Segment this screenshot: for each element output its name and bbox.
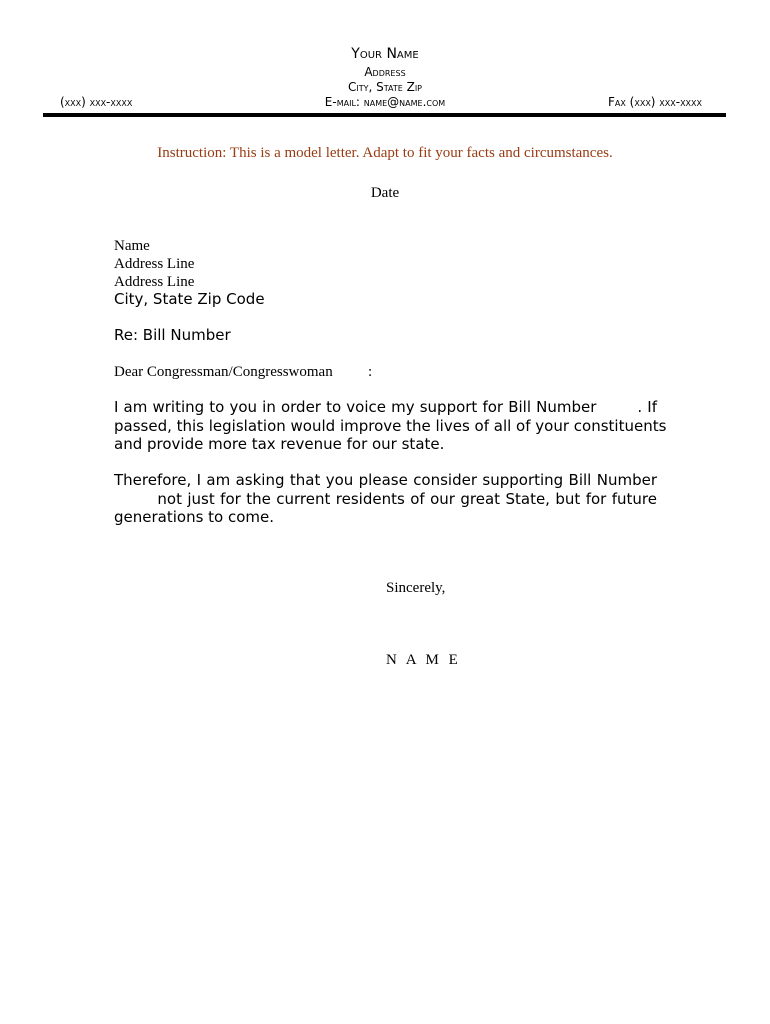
subject-line: Re: Bill Number <box>114 326 231 344</box>
sender-address: Address <box>364 65 406 79</box>
recipient-address-line-1: Address Line <box>114 256 195 272</box>
paragraph-line: not just for the current residents of our great State, but for future <box>114 489 657 508</box>
sender-name: Your Name <box>351 46 419 62</box>
paragraph-line: generations to come. <box>114 508 275 526</box>
sender-fax: Fax (xxx) xxx-xxxx <box>608 95 702 109</box>
header-divider <box>43 113 726 117</box>
body-paragraph-1 <box>114 398 667 454</box>
recipient-name: Name <box>114 238 150 254</box>
paragraph-line: and provide more tax revenue for our state. <box>114 435 445 453</box>
instruction-note: Instruction: This is a model letter. Adapt to fit your facts and circumstances. <box>157 145 613 161</box>
body-paragraph-2 <box>114 471 657 527</box>
paragraph-line: passed, this legislation would improve the lives of all of your constituents <box>114 416 667 435</box>
recipient-address-line-2: Address Line <box>114 274 195 290</box>
sender-phone: (xxx) xxx-xxxx <box>60 95 133 109</box>
salutation: Dear Congressman/Congresswoman <box>114 364 333 380</box>
letter-date: Date <box>370 185 400 201</box>
paragraph-line: Therefore, I am asking that you please consider supporting Bill Number <box>114 471 657 489</box>
sender-city-state-zip: City, State Zip <box>347 80 423 94</box>
sender-email: E-mail: name@name.com <box>324 95 446 109</box>
salutation-colon: : <box>368 364 373 380</box>
recipient-city-state-zip: City, State Zip Code <box>114 290 265 308</box>
closing: Sincerely, <box>386 580 446 596</box>
paragraph-line: I am writing to you in order to voice my support for Bill Number . If <box>114 398 657 416</box>
signature-name: N A M E <box>386 652 461 668</box>
